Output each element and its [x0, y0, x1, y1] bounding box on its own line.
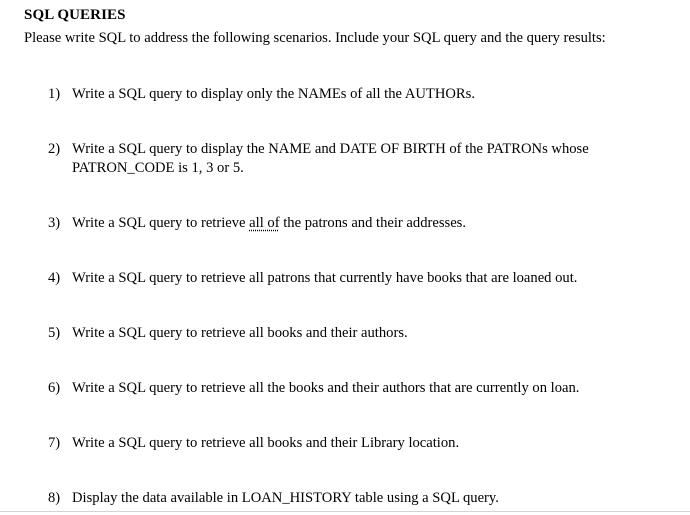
question-number: 8) — [48, 490, 61, 506]
question-text: Display the data available in LOAN_HISTORY table using a SQL query. — [72, 490, 499, 506]
question-text: Write a SQL query to retrieve all books and their Library location. — [72, 435, 460, 451]
question-text-start: Write a SQL query to retrieve — [72, 215, 250, 231]
question-text: Write a SQL query to display the NAME and DATE OF BIRTH of the PATRONs whose PATRON_CODE is 1, 3 or 5. — [72, 141, 589, 176]
question-text: Write a SQL query to retrieve all patrons that currently have books that are loaned out. — [72, 270, 578, 286]
question-number: 3) — [48, 215, 61, 231]
question-text: Write a SQL query to retrieve all books and their authors. — [72, 325, 408, 341]
question-number: 7) — [48, 435, 61, 451]
grammar-flagged-phrase: all of — [249, 215, 280, 231]
question-number: 1) — [48, 86, 61, 102]
page-bottom-divider — [0, 511, 690, 512]
question-text-end: the patrons and their addresses. — [279, 215, 466, 231]
question-number: 4) — [48, 270, 61, 286]
question-text — [72, 214, 668, 233]
instructions-text: Please write SQL to address the following scenarios. Include your SQL query and the query results: — [24, 30, 606, 46]
question-number: 6) — [48, 380, 61, 396]
document-title: SQL QUERIES — [24, 7, 126, 23]
question-number: 2) — [48, 141, 61, 157]
question-text: Write a SQL query to display only the NAMEs of all the AUTHORs. — [72, 86, 475, 102]
question-number: 5) — [48, 325, 61, 341]
question-text: Write a SQL query to retrieve all the books and their authors that are currently on loan. — [72, 380, 580, 396]
